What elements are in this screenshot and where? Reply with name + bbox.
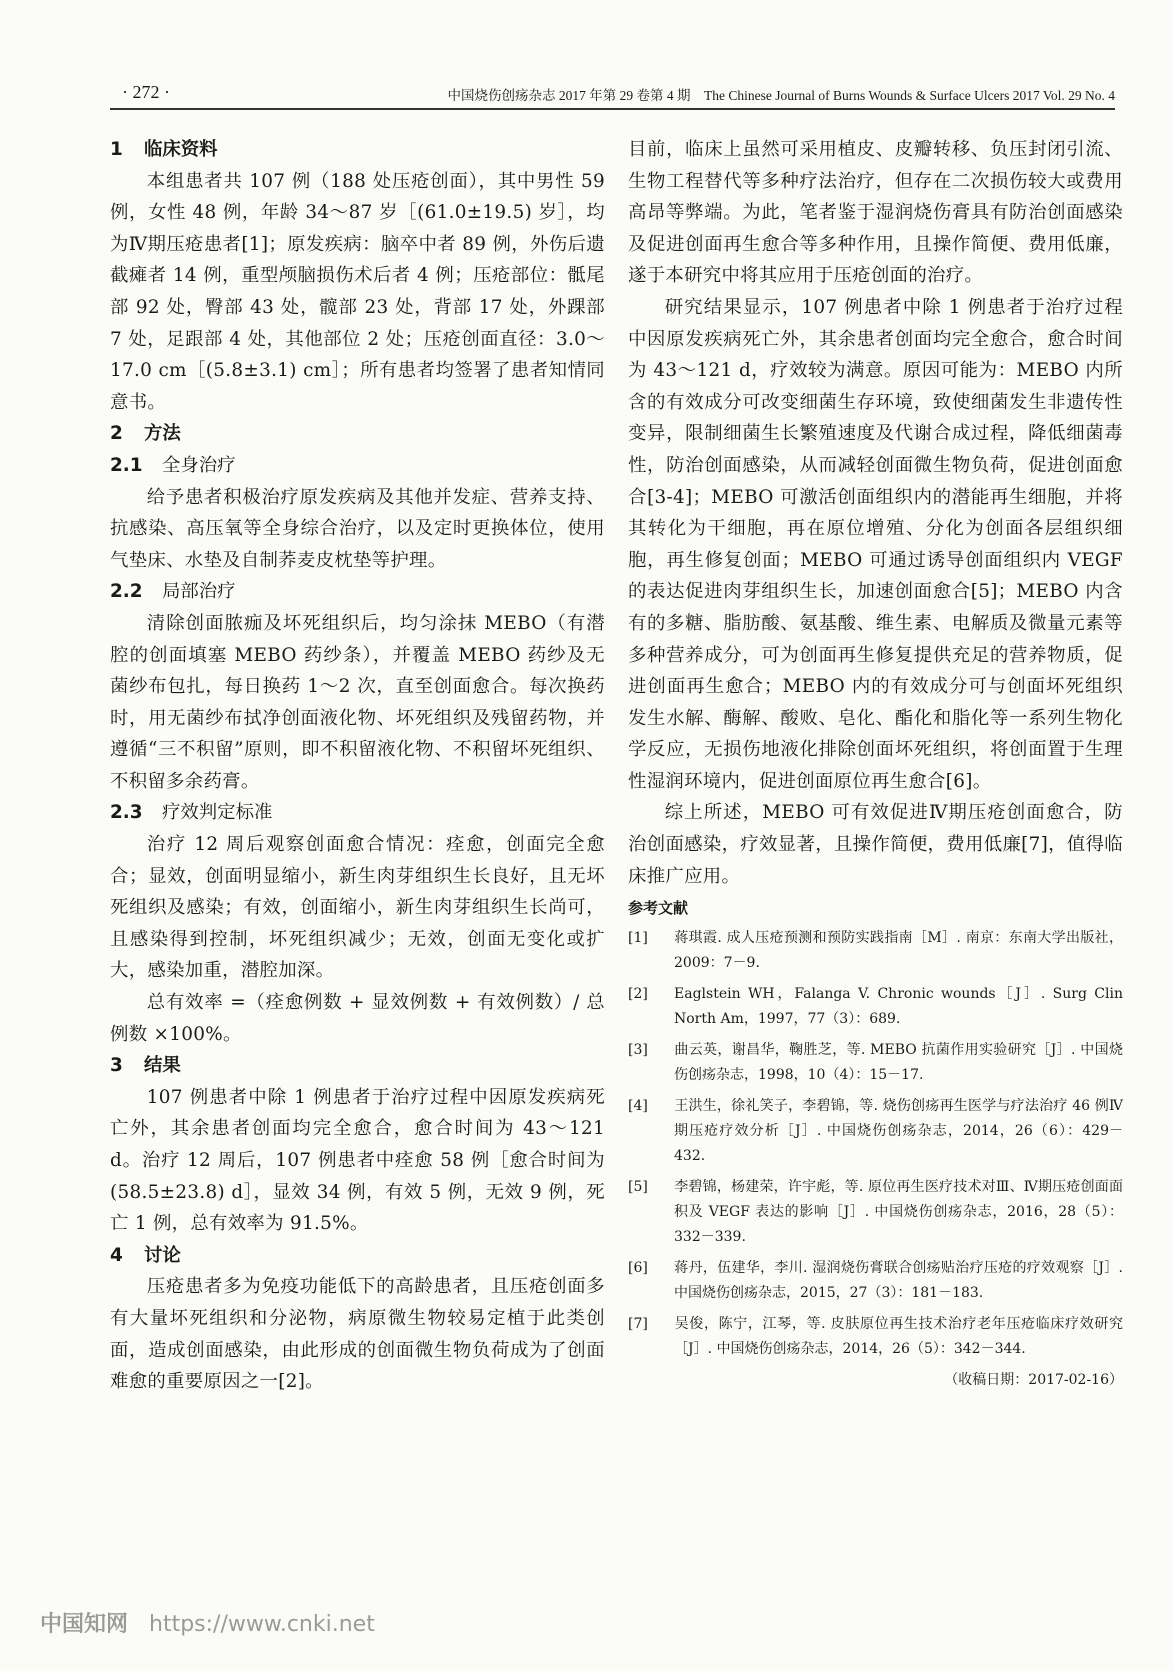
received-date: （收稿日期：2017-02-16） (944, 1372, 1123, 1389)
reference-item: [1] 蒋琪霞. 成人压疮预测和预防实践指南［M］. 南京：东南大学出版社，2009：7－9. (628, 930, 1123, 972)
paragraph-results: 107 例患者中除 1 例患者于治疗过程中因原发疾病死亡外，其余患者创面均完全愈合，愈合时间为 43～121 d。治疗 12 周后，107 例患者中痊愈 58 例［愈合时间为 (58.5±23.8) d］，显效 34 例，有效 5 例，无效 9 例，死亡 1 例，总有效率为 91.5%。 (110, 1086, 605, 1235)
section-heading-2: 2 方法 (110, 423, 181, 445)
reference-item: [3] 曲云英，谢昌华，鞠胜芝，等. MEBO 抗菌作用实验研究［J］. 中国烧伤创疡杂志，1998，10（4）：15－17. (628, 1042, 1123, 1084)
reference-item: [2] Eaglstein WH，Falanga V. Chronic wounds［J］. Surg Clin North Am，1997，77（3）：689. (628, 986, 1123, 1028)
paragraph-discussion-1: 压疮患者多为免疫功能低下的高龄患者，且压疮创面多有大量坏死组织和分泌物，病原微生物较易定植于此类创面，造成创面感染，由此形成的创面微生物负荷成为了创面难愈的重要原因之一[2]。 (110, 1276, 605, 1393)
paragraph-conclusion: 综上所述，MEBO 可有效促进Ⅳ期压疮创面愈合，防治创面感染，疗效显著，且操作简便，费用低廉[7]，值得临床推广应用。 (628, 802, 1123, 887)
subsection-heading-2-2: 2.2 局部治疗 (110, 581, 236, 603)
reference-item: [7] 吴俊，陈宁，江琴，等. 皮肤原位再生技术治疗老年压疮临床疗效研究［J］. 中国烧伤创疡杂志，2014，26（5）：342－344. (628, 1316, 1123, 1358)
reference-item: [5] 李碧锦，杨建荣，许宇彪，等. 原位再生医疗技术对Ⅲ、Ⅳ期压疮创面面积及 VEGF 表达的影响［J］. 中国烧伤创疡杂志，2016，28（5）：332－339. (628, 1179, 1123, 1246)
paragraph-local-treatment: 清除创面脓痂及坏死组织后，均匀涂抹 MEBO（有潜腔的创面填塞 MEBO 药纱条），并覆盖 MEBO 药纱及无菌纱布包扎，每日换药 1～2 次，直至创面愈合。每次换药时，用无菌纱布拭净创面液化物、坏死组织及残留药物，并遵循“三不积留”原则，即不积留液化物、不积留坏死组织、不积留多余药膏。 (110, 612, 605, 792)
section-heading-3: 3 结果 (110, 1055, 181, 1077)
subsection-heading-2-3: 2.3 疗效判定标准 (110, 802, 273, 824)
reference-item: [4] 王洪生，徐礼笑子，李碧锦，等. 烧伤创疡再生医学与疗法治疗 46 例Ⅳ期压疮疗效分析［J］. 中国烧伤创疡杂志，2014，26（6）：429－432. (628, 1098, 1123, 1165)
paragraph-discussion-2: 研究结果显示，107 例患者中除 1 例患者于治疗过程中因原发疾病死亡外，其余患者创面均完全愈合，愈合时间为 43～121 d，疗效较为满意。原因可能为：MEBO 内所含的有效成分可改变细菌生存环境，致使细菌发生非遗传性变异，限制细菌生长繁殖速度及代谢合成过程，降低细菌毒性，防治创面感染，从而减轻创面微生物负荷，促进创面愈合[3-4]；MEBO 可激活创面组织内的潜能再生细胞，并将其转化为干细胞，再在原位增殖、分化为创面各层组织细胞，再生修复创面；MEBO 可通过诱导创面组织内 VEGF 的表达促进肉芽组织生长，加速创面愈合[5]；MEBO 内含有的多糖、脂肪酸、氨基酸、维生素、电解质及微量元素等多种营养成分，可为创面再生修复提供充足的营养物质，促进创面再生愈合；MEBO 内的有效成分可与创面坏死组织发生水解、酶解、酸败、皂化、酯化和脂化等一系列生物化学反应，无损伤地液化排除创面坏死组织，将创面置于生理性湿润环境内，促进创面原位再生愈合[6]。 (628, 296, 1123, 792)
paragraph-efficacy-criteria: 治疗 12 周后观察创面愈合情况：痊愈，创面完全愈合；显效，创面明显缩小，新生肉芽组织生长良好，且无坏死组织及感染；有效，创面缩小，新生肉芽组织生长尚可，且感染得到控制，坏死组织减少；无效，创面无变化或扩大，感染加重，潜腔加深。 (110, 834, 605, 982)
section-heading-4: 4 讨论 (110, 1244, 181, 1266)
section-heading-1: 1 临床资料 (110, 139, 218, 160)
paragraph-discussion-cont: 目前，临床上虽然可采用植皮、皮瓣转移、负压封闭引流、生物工程替代等多种疗法治疗，但存在二次损伤较大或费用高昂等弊端。为此，笔者鉴于湿润烧伤膏具有防治创面感染及促进创面再生愈合等多种作用，且操作简便、费用低廉，遂于本研究中将其应用于压疮创面的治疗。 (628, 139, 1123, 287)
left-column (110, 134, 605, 1398)
references-heading: 参考文献 (628, 899, 689, 918)
paragraph-efficacy-formula: 总有效率 =（痊愈例数 + 显效例数 + 有效例数）/ 总例数 ×100%。 (110, 992, 605, 1045)
reference-list (628, 926, 1123, 1362)
watermark-brand: 中国知网 (40, 1612, 129, 1637)
watermark-url: https://www.cnki.net (149, 1612, 375, 1637)
page-number: · 272 · (122, 82, 170, 102)
reference-item: [6] 蒋丹，伍建华，李川. 湿润烧伤膏联合创疡贴治疗压疮的疗效观察［J］. 中国烧伤创疡杂志，2015，27（3）：181－183. (628, 1260, 1123, 1302)
subsection-heading-2-1: 2.1 全身治疗 (110, 454, 236, 476)
paragraph-clinical-data: 本组患者共 107 例（188 处压疮创面），其中男性 59 例，女性 48 例，年龄 34～87 岁［(61.0±19.5) 岁］，均为Ⅳ期压疮患者[1]；原发疾病：脑卒中者 89 例，外伤后遗截瘫者 14 例，重型颅脑损伤术后者 4 例；压疮部位：骶尾部 92 处，臀部 43 处，髋部 23 处，背部 17 处，外踝部 7 处，足跟部 4 处，其他部位 2 处；压疮创面直径：3.0～17.0 cm［(5.8±3.1) cm］；所有患者均签署了患者知情同意书。 (110, 170, 605, 413)
running-header (110, 82, 1115, 110)
cnki-watermark (40, 1607, 375, 1638)
right-column (628, 134, 1123, 1393)
journal-running-head: 中国烧伤创疡杂志 2017 年第 29 卷第 4 期 The Chinese Journal of Burns Wounds & Surface Ulcers 2017 Vol. 29 No. 4 (447, 88, 1115, 103)
paragraph-systemic-treatment: 给予患者积极治疗原发疾病及其他并发症、营养支持、抗感染、高压氧等全身综合治疗，以及定时更换体位，使用气垫床、水垫及自制荞麦皮枕垫等护理。 (110, 486, 605, 571)
